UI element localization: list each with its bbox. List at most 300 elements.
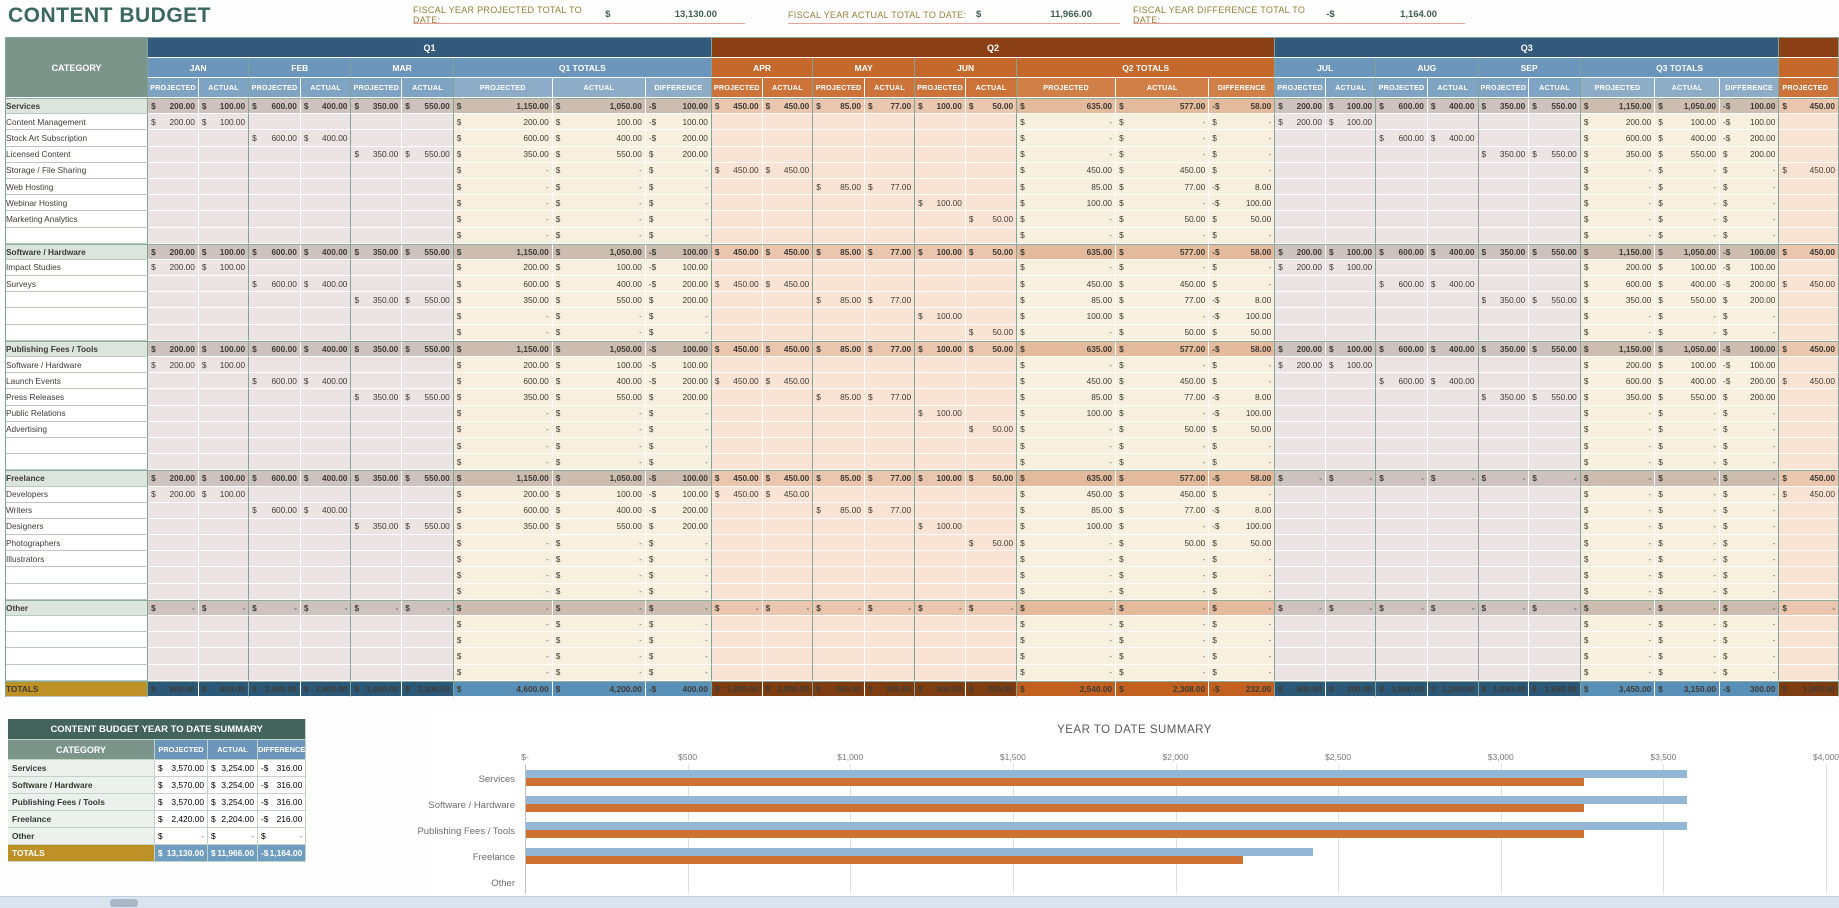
sheet-cell[interactable]: -$ 300.00 bbox=[1720, 681, 1779, 697]
summary-value-cell[interactable]: $ 3,254.00 bbox=[208, 777, 258, 794]
sheet-cell[interactable]: $ - bbox=[1116, 308, 1209, 324]
sheet-cell[interactable]: $ 100.00 bbox=[1326, 98, 1376, 114]
sheet-cell[interactable]: $ - bbox=[1581, 406, 1655, 422]
sheet-cell[interactable]: $ - bbox=[553, 648, 646, 664]
sheet-cell[interactable] bbox=[865, 276, 915, 292]
sheet-cell[interactable]: $ 50.00 bbox=[1209, 535, 1275, 551]
sheet-cell[interactable]: $ - bbox=[1116, 519, 1209, 535]
sheet-cell[interactable]: $ 100.00 bbox=[199, 114, 249, 130]
sheet-cell[interactable]: $ - bbox=[1720, 470, 1779, 486]
category-cell[interactable]: Freelance bbox=[6, 470, 148, 486]
sheet-cell[interactable] bbox=[1275, 648, 1326, 664]
sheet-cell[interactable] bbox=[1479, 163, 1530, 179]
sheet-cell[interactable] bbox=[301, 454, 352, 470]
sheet-cell[interactable]: $ - bbox=[553, 211, 646, 227]
sheet-cell[interactable] bbox=[1529, 503, 1581, 519]
sheet-cell[interactable] bbox=[966, 163, 1017, 179]
sheet-cell[interactable]: $ - bbox=[1017, 665, 1116, 681]
sheet-cell[interactable]: $ 1,050.00 bbox=[1655, 98, 1720, 114]
sheet-cell[interactable]: $ - bbox=[301, 600, 352, 616]
sheet-cell[interactable] bbox=[1275, 519, 1326, 535]
sheet-cell[interactable] bbox=[915, 584, 966, 600]
sheet-cell[interactable]: $ 450.00 bbox=[763, 244, 814, 260]
sheet-cell[interactable]: $ - bbox=[1655, 406, 1720, 422]
sheet-cell[interactable] bbox=[1779, 195, 1839, 211]
sheet-cell[interactable] bbox=[249, 211, 301, 227]
sheet-cell[interactable] bbox=[966, 406, 1017, 422]
sheet-cell[interactable] bbox=[712, 551, 763, 567]
sheet-cell[interactable]: $ - bbox=[553, 308, 646, 324]
sheet-cell[interactable] bbox=[813, 487, 865, 503]
sheet-cell[interactable]: $ 100.00 bbox=[199, 470, 249, 486]
sheet-cell[interactable]: $ 50.00 bbox=[1209, 422, 1275, 438]
category-cell[interactable]: Impact Studies bbox=[6, 260, 148, 276]
sheet-cell[interactable]: $ - bbox=[1209, 373, 1275, 389]
sheet-cell[interactable]: $ 100.00 bbox=[1017, 195, 1116, 211]
sheet-cell[interactable]: $ 450.00 bbox=[763, 163, 814, 179]
sheet-cell[interactable] bbox=[763, 535, 814, 551]
sheet-cell[interactable] bbox=[1428, 114, 1479, 130]
category-cell[interactable]: Software / Hardware bbox=[6, 244, 148, 260]
sheet-cell[interactable]: $ 200.00 bbox=[1581, 114, 1655, 130]
sheet-cell[interactable]: $ 450.00 bbox=[1116, 487, 1209, 503]
sheet-cell[interactable] bbox=[1779, 325, 1839, 341]
sheet-cell[interactable] bbox=[1376, 632, 1428, 648]
sheet-cell[interactable] bbox=[1529, 228, 1581, 244]
sheet-cell[interactable] bbox=[1275, 211, 1326, 227]
sheet-cell[interactable]: $ - bbox=[1275, 470, 1326, 486]
sheet-cell[interactable]: $ - bbox=[1655, 308, 1720, 324]
sheet-cell[interactable]: $ 77.00 bbox=[865, 389, 915, 405]
sheet-cell[interactable]: $ - bbox=[1655, 600, 1720, 616]
sheet-cell[interactable] bbox=[1275, 130, 1326, 146]
sheet-cell[interactable]: $ 77.00 bbox=[865, 341, 915, 357]
sheet-cell[interactable] bbox=[966, 195, 1017, 211]
sheet-cell[interactable]: $ 77.00 bbox=[865, 244, 915, 260]
sheet-cell[interactable] bbox=[249, 584, 301, 600]
sheet-cell[interactable] bbox=[1428, 228, 1479, 244]
sheet-cell[interactable] bbox=[1376, 519, 1428, 535]
sheet-cell[interactable] bbox=[1779, 228, 1839, 244]
sheet-cell[interactable]: $ - bbox=[646, 632, 712, 648]
sheet-cell[interactable]: $ 450.00 bbox=[1779, 276, 1839, 292]
sheet-cell[interactable]: $ - bbox=[1209, 228, 1275, 244]
sheet-cell[interactable]: $ 550.00 bbox=[1529, 389, 1581, 405]
sheet-cell[interactable] bbox=[1326, 616, 1376, 632]
sheet-cell[interactable] bbox=[301, 228, 352, 244]
sheet-cell[interactable] bbox=[1376, 584, 1428, 600]
sheet-cell[interactable]: $ - bbox=[1720, 422, 1779, 438]
category-cell[interactable]: Surveys bbox=[6, 276, 148, 292]
sheet-cell[interactable] bbox=[1326, 422, 1376, 438]
sheet-cell[interactable]: $ - bbox=[646, 665, 712, 681]
sheet-cell[interactable]: $ - bbox=[1326, 600, 1376, 616]
sheet-cell[interactable]: $ - bbox=[1720, 519, 1779, 535]
summary-value-cell[interactable]: $ - bbox=[208, 828, 258, 845]
sheet-cell[interactable] bbox=[813, 130, 865, 146]
sheet-cell[interactable]: $ 200.00 bbox=[1275, 341, 1326, 357]
sheet-cell[interactable]: $ - bbox=[1581, 470, 1655, 486]
category-cell[interactable]: Press Releases bbox=[6, 389, 148, 405]
sheet-cell[interactable]: $ - bbox=[1655, 616, 1720, 632]
sheet-cell[interactable]: $ - bbox=[1017, 567, 1116, 583]
sheet-cell[interactable]: $ 450.00 bbox=[1017, 373, 1116, 389]
sheet-cell[interactable]: $ - bbox=[454, 665, 553, 681]
sheet-cell[interactable]: $ - bbox=[1655, 422, 1720, 438]
sheet-cell[interactable]: $ 100.00 bbox=[1655, 260, 1720, 276]
sheet-cell[interactable]: $ - bbox=[1376, 470, 1428, 486]
sheet-cell[interactable] bbox=[712, 228, 763, 244]
sheet-cell[interactable]: $ - bbox=[1116, 406, 1209, 422]
sheet-cell[interactable] bbox=[813, 535, 865, 551]
sheet-cell[interactable] bbox=[865, 422, 915, 438]
sheet-cell[interactable] bbox=[199, 276, 249, 292]
sheet-cell[interactable] bbox=[1479, 228, 1530, 244]
sheet-cell[interactable]: $ 50.00 bbox=[966, 244, 1017, 260]
sheet-cell[interactable] bbox=[1529, 130, 1581, 146]
sheet-cell[interactable] bbox=[966, 551, 1017, 567]
sheet-cell[interactable]: $ 1,050.00 bbox=[1655, 341, 1720, 357]
sheet-cell[interactable]: $ - bbox=[553, 438, 646, 454]
sheet-cell[interactable]: $ 350.00 bbox=[1479, 341, 1530, 357]
sheet-cell[interactable]: -$ 100.00 bbox=[1720, 260, 1779, 276]
sheet-cell[interactable] bbox=[1376, 325, 1428, 341]
sheet-cell[interactable] bbox=[402, 584, 454, 600]
sheet-cell[interactable]: -$ 100.00 bbox=[1209, 308, 1275, 324]
sheet-cell[interactable] bbox=[865, 648, 915, 664]
sheet-cell[interactable] bbox=[966, 632, 1017, 648]
sheet-cell[interactable]: $ - bbox=[1116, 616, 1209, 632]
sheet-cell[interactable]: $ - bbox=[1428, 600, 1479, 616]
sheet-cell[interactable] bbox=[1326, 389, 1376, 405]
sheet-cell[interactable]: $ - bbox=[1581, 487, 1655, 503]
sheet-cell[interactable]: -$ 58.00 bbox=[1209, 98, 1275, 114]
sheet-cell[interactable] bbox=[1779, 308, 1839, 324]
sheet-cell[interactable]: $ 200.00 bbox=[646, 519, 712, 535]
sheet-cell[interactable] bbox=[199, 535, 249, 551]
sheet-cell[interactable] bbox=[1428, 665, 1479, 681]
sheet-cell[interactable] bbox=[402, 503, 454, 519]
sheet-cell[interactable]: $ 50.00 bbox=[966, 422, 1017, 438]
sheet-cell[interactable] bbox=[1376, 648, 1428, 664]
sheet-cell[interactable]: $ 400.00 bbox=[553, 276, 646, 292]
category-cell[interactable] bbox=[6, 648, 148, 664]
sheet-cell[interactable]: $ 350.00 bbox=[1581, 147, 1655, 163]
sheet-cell[interactable] bbox=[915, 632, 966, 648]
sheet-cell[interactable] bbox=[1376, 438, 1428, 454]
category-cell[interactable]: Marketing Analytics bbox=[6, 211, 148, 227]
sheet-cell[interactable] bbox=[763, 195, 814, 211]
sheet-cell[interactable] bbox=[1428, 406, 1479, 422]
sheet-cell[interactable] bbox=[199, 179, 249, 195]
sheet-cell[interactable] bbox=[712, 584, 763, 600]
sheet-cell[interactable] bbox=[351, 357, 402, 373]
sheet-cell[interactable] bbox=[1326, 292, 1376, 308]
summary-value-cell[interactable]: $ 2,420.00 bbox=[155, 811, 208, 828]
sheet-cell[interactable]: $ 100.00 bbox=[1655, 114, 1720, 130]
sheet-cell[interactable] bbox=[1779, 406, 1839, 422]
sheet-cell[interactable] bbox=[966, 114, 1017, 130]
sheet-cell[interactable] bbox=[301, 519, 352, 535]
sheet-cell[interactable]: $ - bbox=[1116, 195, 1209, 211]
sheet-cell[interactable] bbox=[865, 519, 915, 535]
sheet-cell[interactable] bbox=[712, 535, 763, 551]
sheet-cell[interactable]: $ - bbox=[454, 211, 553, 227]
sheet-cell[interactable]: $ - bbox=[249, 600, 301, 616]
sheet-cell[interactable]: $ 100.00 bbox=[1326, 244, 1376, 260]
sheet-cell[interactable] bbox=[249, 389, 301, 405]
sheet-cell[interactable]: $ 600.00 bbox=[1376, 341, 1428, 357]
sheet-cell[interactable] bbox=[1428, 632, 1479, 648]
sheet-cell[interactable] bbox=[249, 114, 301, 130]
sheet-cell[interactable]: $ 100.00 bbox=[1017, 406, 1116, 422]
summary-value-cell[interactable]: $ 3,254.00 bbox=[208, 794, 258, 811]
sheet-cell[interactable] bbox=[966, 130, 1017, 146]
sheet-cell[interactable]: $ - bbox=[646, 648, 712, 664]
sheet-cell[interactable] bbox=[249, 195, 301, 211]
sheet-cell[interactable] bbox=[1376, 211, 1428, 227]
sheet-cell[interactable] bbox=[865, 195, 915, 211]
sheet-cell[interactable] bbox=[1275, 147, 1326, 163]
sheet-cell[interactable] bbox=[249, 292, 301, 308]
sheet-cell[interactable] bbox=[1326, 308, 1376, 324]
sheet-cell[interactable]: $ 85.00 bbox=[1017, 503, 1116, 519]
sheet-cell[interactable] bbox=[1275, 195, 1326, 211]
sheet-cell[interactable] bbox=[966, 519, 1017, 535]
sheet-cell[interactable]: $ - bbox=[1720, 438, 1779, 454]
sheet-cell[interactable]: $ 450.00 bbox=[712, 244, 763, 260]
sheet-cell[interactable]: $ - bbox=[1116, 551, 1209, 567]
sheet-cell[interactable]: $ - bbox=[1209, 357, 1275, 373]
sheet-cell[interactable]: $ 200.00 bbox=[148, 244, 199, 260]
sheet-cell[interactable]: $ - bbox=[1017, 551, 1116, 567]
sheet-cell[interactable]: $ - bbox=[553, 535, 646, 551]
category-cell[interactable] bbox=[6, 616, 148, 632]
sheet-cell[interactable] bbox=[301, 292, 352, 308]
sheet-cell[interactable] bbox=[1326, 228, 1376, 244]
sheet-cell[interactable]: $ 200.00 bbox=[1275, 260, 1326, 276]
sheet-cell[interactable] bbox=[1479, 454, 1530, 470]
sheet-cell[interactable] bbox=[712, 632, 763, 648]
sheet-cell[interactable] bbox=[1326, 373, 1376, 389]
sheet-cell[interactable]: $ - bbox=[1209, 567, 1275, 583]
sheet-cell[interactable] bbox=[1326, 211, 1376, 227]
sheet-cell[interactable]: -$ 200.00 bbox=[646, 503, 712, 519]
sheet-cell[interactable]: $ 600.00 bbox=[249, 130, 301, 146]
sheet-cell[interactable] bbox=[1779, 616, 1839, 632]
sheet-cell[interactable] bbox=[1779, 551, 1839, 567]
sheet-cell[interactable] bbox=[1779, 535, 1839, 551]
sheet-cell[interactable]: $ 400.00 bbox=[915, 681, 966, 697]
sheet-cell[interactable] bbox=[148, 211, 199, 227]
sheet-cell[interactable]: $ - bbox=[1209, 600, 1275, 616]
sheet-cell[interactable] bbox=[351, 567, 402, 583]
sheet-cell[interactable] bbox=[763, 260, 814, 276]
sheet-cell[interactable]: $ 450.00 bbox=[1779, 487, 1839, 503]
sheet-cell[interactable]: $ 100.00 bbox=[1655, 357, 1720, 373]
sheet-cell[interactable]: $ - bbox=[553, 195, 646, 211]
sheet-cell[interactable]: $ - bbox=[1655, 470, 1720, 486]
sheet-cell[interactable]: $ 550.00 bbox=[1529, 244, 1581, 260]
sheet-cell[interactable]: $ 100.00 bbox=[199, 357, 249, 373]
sheet-cell[interactable]: $ 350.00 bbox=[1479, 98, 1530, 114]
sheet-cell[interactable]: -$ 100.00 bbox=[1720, 98, 1779, 114]
sheet-cell[interactable]: $ - bbox=[1581, 551, 1655, 567]
sheet-cell[interactable]: $ - bbox=[646, 616, 712, 632]
sheet-cell[interactable]: $ - bbox=[454, 308, 553, 324]
sheet-cell[interactable] bbox=[199, 584, 249, 600]
sheet-cell[interactable]: $ - bbox=[646, 584, 712, 600]
sheet-cell[interactable]: $ 200.00 bbox=[454, 114, 553, 130]
sheet-cell[interactable] bbox=[249, 163, 301, 179]
sheet-cell[interactable]: $ 1,050.00 bbox=[553, 341, 646, 357]
sheet-cell[interactable] bbox=[148, 292, 199, 308]
sheet-cell[interactable] bbox=[1275, 373, 1326, 389]
sheet-cell[interactable] bbox=[763, 325, 814, 341]
summary-value-cell[interactable]: -$ 316.00 bbox=[258, 794, 306, 811]
sheet-cell[interactable] bbox=[249, 454, 301, 470]
sheet-cell[interactable] bbox=[301, 584, 352, 600]
sheet-cell[interactable]: $ - bbox=[1655, 648, 1720, 664]
sheet-cell[interactable] bbox=[712, 325, 763, 341]
sheet-cell[interactable]: $ - bbox=[1720, 616, 1779, 632]
sheet-cell[interactable]: $ 350.00 bbox=[1479, 147, 1530, 163]
sheet-cell[interactable] bbox=[1275, 389, 1326, 405]
sheet-cell[interactable] bbox=[199, 130, 249, 146]
sheet-cell[interactable] bbox=[148, 632, 199, 648]
sheet-cell[interactable] bbox=[1275, 292, 1326, 308]
sheet-cell[interactable] bbox=[249, 325, 301, 341]
sheet-cell[interactable] bbox=[1376, 551, 1428, 567]
sheet-cell[interactable]: $ - bbox=[454, 454, 553, 470]
sheet-cell[interactable]: $ 400.00 bbox=[1428, 341, 1479, 357]
sheet-cell[interactable]: $ - bbox=[1428, 470, 1479, 486]
sheet-cell[interactable]: $ 350.00 bbox=[351, 470, 402, 486]
sheet-cell[interactable]: $ - bbox=[553, 422, 646, 438]
sheet-cell[interactable] bbox=[301, 308, 352, 324]
sheet-cell[interactable] bbox=[763, 519, 814, 535]
sheet-cell[interactable]: $ 50.00 bbox=[966, 325, 1017, 341]
sheet-cell[interactable]: $ 100.00 bbox=[915, 406, 966, 422]
sheet-cell[interactable]: $ - bbox=[454, 616, 553, 632]
sheet-cell[interactable] bbox=[199, 228, 249, 244]
sheet-cell[interactable] bbox=[402, 648, 454, 664]
sheet-cell[interactable]: $ 450.00 bbox=[1116, 276, 1209, 292]
sheet-cell[interactable] bbox=[1326, 632, 1376, 648]
sheet-cell[interactable] bbox=[915, 503, 966, 519]
summary-value-cell[interactable]: $ 3,570.00 bbox=[155, 777, 208, 794]
sheet-cell[interactable] bbox=[1376, 535, 1428, 551]
sheet-cell[interactable] bbox=[763, 503, 814, 519]
sheet-cell[interactable]: $ - bbox=[1017, 357, 1116, 373]
sheet-cell[interactable] bbox=[865, 632, 915, 648]
sheet-cell[interactable]: $ - bbox=[1116, 357, 1209, 373]
sheet-cell[interactable] bbox=[148, 503, 199, 519]
sheet-cell[interactable] bbox=[1275, 163, 1326, 179]
sheet-cell[interactable]: $ 100.00 bbox=[915, 308, 966, 324]
sheet-cell[interactable] bbox=[1479, 487, 1530, 503]
sheet-cell[interactable]: $ 350.00 bbox=[351, 389, 402, 405]
sheet-cell[interactable]: $ 3,450.00 bbox=[1581, 681, 1655, 697]
sheet-cell[interactable]: $ - bbox=[1116, 130, 1209, 146]
sheet-cell[interactable] bbox=[1779, 292, 1839, 308]
sheet-cell[interactable]: $ - bbox=[1017, 228, 1116, 244]
sheet-cell[interactable] bbox=[1479, 211, 1530, 227]
sheet-cell[interactable] bbox=[351, 648, 402, 664]
sheet-cell[interactable]: -$ 200.00 bbox=[646, 276, 712, 292]
sheet-cell[interactable]: $ 3,150.00 bbox=[1655, 681, 1720, 697]
sheet-cell[interactable] bbox=[915, 163, 966, 179]
sheet-cell[interactable]: $ 200.00 bbox=[646, 292, 712, 308]
sheet-cell[interactable]: $ 550.00 bbox=[553, 389, 646, 405]
sheet-cell[interactable]: $ - bbox=[646, 567, 712, 583]
summary-value-cell[interactable]: $ 13,130.00 bbox=[155, 845, 208, 862]
sheet-cell[interactable]: $ 350.00 bbox=[351, 519, 402, 535]
sheet-cell[interactable] bbox=[199, 308, 249, 324]
sheet-cell[interactable]: $ 350.00 bbox=[454, 519, 553, 535]
sheet-cell[interactable]: $ - bbox=[1581, 648, 1655, 664]
sheet-cell[interactable]: $ - bbox=[1720, 632, 1779, 648]
sheet-cell[interactable] bbox=[813, 406, 865, 422]
sheet-cell[interactable]: $ - bbox=[1720, 665, 1779, 681]
sheet-cell[interactable] bbox=[712, 665, 763, 681]
sheet-cell[interactable] bbox=[1479, 276, 1530, 292]
sheet-cell[interactable] bbox=[1529, 616, 1581, 632]
sheet-cell[interactable]: $ 200.00 bbox=[148, 260, 199, 276]
sheet-cell[interactable] bbox=[199, 147, 249, 163]
sheet-cell[interactable] bbox=[1779, 632, 1839, 648]
sheet-cell[interactable]: $ 200.00 bbox=[148, 341, 199, 357]
sheet-cell[interactable]: $ - bbox=[1116, 260, 1209, 276]
sheet-cell[interactable] bbox=[1479, 551, 1530, 567]
sheet-cell[interactable] bbox=[351, 373, 402, 389]
sheet-cell[interactable]: $ 600.00 bbox=[249, 373, 301, 389]
summary-value-cell[interactable]: -$ 1,164.00 bbox=[258, 845, 306, 862]
sheet-cell[interactable]: $ 77.00 bbox=[865, 98, 915, 114]
sheet-cell[interactable] bbox=[148, 648, 199, 664]
sheet-cell[interactable] bbox=[915, 147, 966, 163]
sheet-cell[interactable]: -$ 100.00 bbox=[646, 357, 712, 373]
sheet-cell[interactable]: $ - bbox=[646, 438, 712, 454]
sheet-cell[interactable]: $ - bbox=[712, 600, 763, 616]
sheet-cell[interactable]: $ 450.00 bbox=[712, 276, 763, 292]
sheet-cell[interactable]: $ - bbox=[1017, 632, 1116, 648]
sheet-cell[interactable]: -$ 58.00 bbox=[1209, 341, 1275, 357]
sheet-cell[interactable]: $ - bbox=[1116, 438, 1209, 454]
sheet-cell[interactable] bbox=[199, 551, 249, 567]
sheet-cell[interactable] bbox=[148, 519, 199, 535]
sheet-cell[interactable]: $ 400.00 bbox=[199, 681, 249, 697]
sheet-cell[interactable]: $ 77.00 bbox=[1116, 389, 1209, 405]
sheet-cell[interactable]: $ 100.00 bbox=[1017, 519, 1116, 535]
sheet-cell[interactable] bbox=[915, 454, 966, 470]
sheet-cell[interactable] bbox=[763, 114, 814, 130]
sheet-cell[interactable] bbox=[966, 584, 1017, 600]
sheet-cell[interactable]: $ - bbox=[454, 195, 553, 211]
sheet-cell[interactable]: -$ 100.00 bbox=[646, 470, 712, 486]
sheet-cell[interactable] bbox=[1428, 519, 1479, 535]
sheet-cell[interactable]: $ 450.00 bbox=[763, 470, 814, 486]
sheet-cell[interactable] bbox=[1326, 130, 1376, 146]
sheet-cell[interactable] bbox=[1479, 130, 1530, 146]
sheet-cell[interactable]: $ - bbox=[1581, 616, 1655, 632]
sheet-cell[interactable]: $ - bbox=[1720, 567, 1779, 583]
sheet-cell[interactable] bbox=[1428, 325, 1479, 341]
sheet-cell[interactable]: $ 450.00 bbox=[1116, 163, 1209, 179]
sheet-cell[interactable] bbox=[351, 406, 402, 422]
sheet-cell[interactable] bbox=[813, 454, 865, 470]
sheet-cell[interactable]: $ 400.00 bbox=[553, 503, 646, 519]
